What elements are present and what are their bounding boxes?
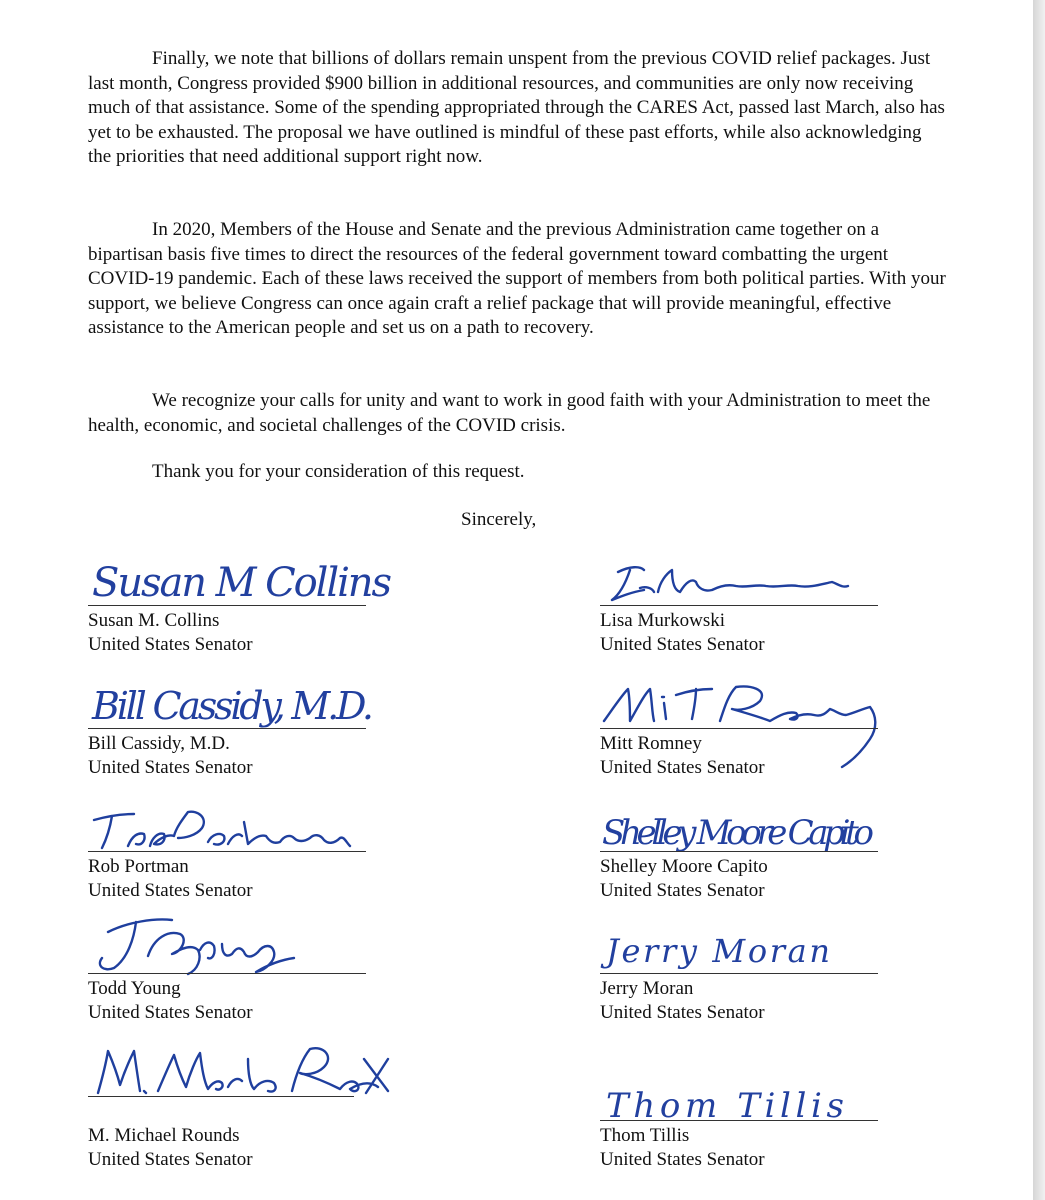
signature-moran [600,920,890,980]
svg-text:Shelley Moore Capito: Shelley Moore Capito [602,813,874,853]
signature-portman [88,798,388,854]
signature-capito [600,798,890,862]
signature-line [600,973,878,974]
paragraph-bipartisan-history: In 2020, Members of the House and Senate and the previous Administration came together on a bipartisan basis five times to direct the resources of the federal government toward combatting the urgent COVID-19 pandemic. Each of these laws received the support of members from both political parties. With your support, we believe Congress can once again craft a relief package that will provide meaningful, effective assistance to the American people and set us on a path to recovery. [88,219,946,338]
signer-title: United States Senator [88,1002,253,1023]
signature-line [88,728,366,729]
signer-name: Mitt Romney [600,733,702,754]
signer-title: United States Senator [600,880,765,901]
signature-collins [88,552,408,608]
signer-title: United States Senator [600,1002,765,1023]
paragraph-unity: We recognize your calls for unity and want to work in good faith with your Administration to meet the health, economic, and societal challenges of the COVID crisis. [88,390,931,436]
signature-young [88,908,388,978]
signature-line [88,851,366,852]
signature-line [600,605,878,606]
signer-title: United States Senator [88,880,253,901]
signature-cassidy [88,675,388,731]
page-edge-shadow [1033,0,1045,1200]
svg-text:Thom Tillis: Thom Tillis [606,1086,844,1126]
paragraph-thank-you: Thank you for your consideration of this request. [152,461,525,482]
signer-name: M. Michael Rounds [88,1125,240,1146]
signature-line [88,605,366,606]
signer-title: United States Senator [88,634,253,655]
signer-name: Bill Cassidy, M.D. [88,733,230,754]
signer-name: Susan M. Collins [88,610,220,631]
signer-name: Shelley Moore Capito [600,856,768,877]
signature-line [600,728,878,729]
signature-murkowski [600,552,880,608]
svg-text:Jerry Moran: Jerry Moran [606,932,830,970]
signer-title: United States Senator [88,1149,253,1170]
signer-title: United States Senator [600,634,765,655]
signature-line [600,851,878,852]
signer-name: Todd Young [88,978,181,999]
signature-line [600,1120,878,1121]
signer-name: Thom Tillis [600,1125,690,1146]
signature-line [88,1096,354,1097]
signer-name: Jerry Moran [600,978,694,999]
paragraph-unspent-funds: Finally, we note that billions of dollars remain unspent from the previous COVID relief packages. Just last month, Congress provided $900 billion in additional resources, and communities are only now receiving much of that assistance. Some of the spending appropriated through the CARES Act, passed last March, also has yet to be exhausted. The proposal we have outlined is mindful of these past efforts, while also acknowledging the priorities that need additional support right now. [88,48,945,167]
signer-name: Rob Portman [88,856,189,877]
svg-text:Susan M Collins: Susan M Collins [92,560,392,606]
signature-rounds [88,1029,408,1109]
signer-title: United States Senator [88,757,253,778]
signer-title: United States Senator [600,757,765,778]
signature-line [88,973,366,974]
closing-sincerely: Sincerely, [461,509,537,530]
svg-text:Bill Cassidy, M.D.: Bill Cassidy, M.D. [92,684,374,728]
signer-title: United States Senator [600,1149,765,1170]
signer-name: Lisa Murkowski [600,610,726,631]
